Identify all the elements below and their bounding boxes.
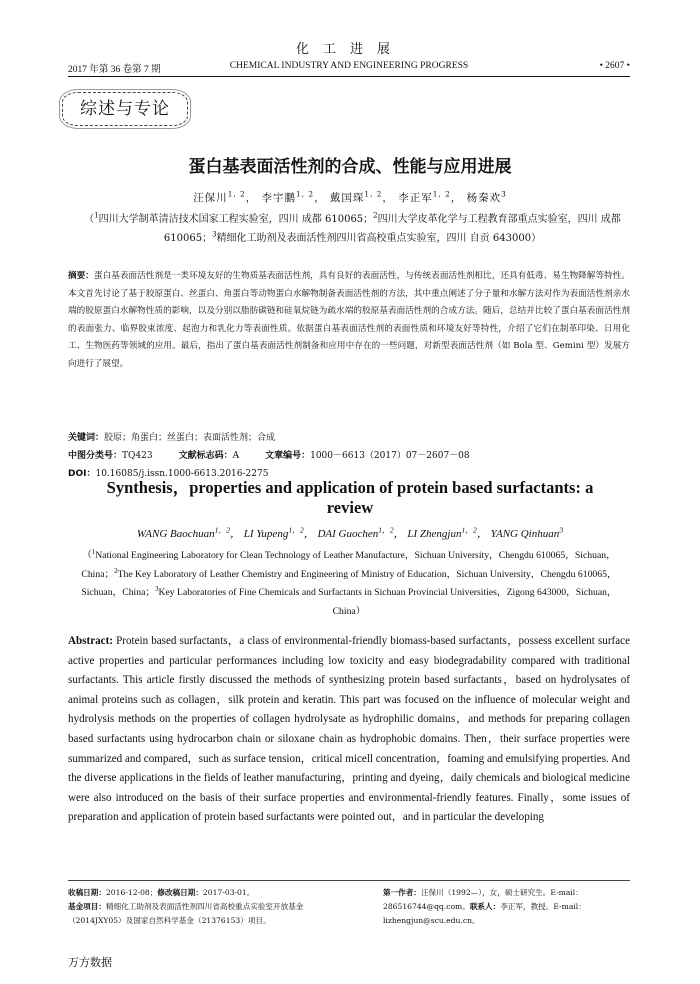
author-cn: 李宇鹏$^{1, 2}$， xyxy=(261,189,326,204)
footnote-divider xyxy=(68,880,630,881)
abstract-en-text: Protein based surfactants，a class of environmental-friendly biomass-based surfactants，possess excellent surface active properties and particular performances including low toxicity and easy biodegradability compared with traditional surfactants. This article firstly discussed the methods of synthesizing protein based surfactants，based on hydrolysates of animal proteins such as collagen，silk protein and keratin. This part was focused on the influence of molecular weight and hydrolysis methods on the properties of collagen hydrolysate as hydrophilic domains，and methods for preparing collagen based surfactants using hydrocarbon chain or siloxane chain as hydrophobic domains. Then，their surface properties were summarized and compared，such as surface tension，critical micell concentration，foaming and emulsifying properties. And the diverse applications in the fields of leather manufacturing，printing and dyeing，daily chemicals and biological medicine were also introduced on the basis of their surface properties and environmental-friendly features. Finally，some issues of preparation and application of protein based surfactants were pointed out，and in particular the developing xyxy=(68,635,630,824)
issue-info: 2017 年第 36 卷第 7 期 xyxy=(68,65,161,75)
authors-cn xyxy=(0,190,700,205)
author-en: LI Zhengjun$^{1,2}$， xyxy=(407,525,488,540)
abstract-cn xyxy=(68,268,630,374)
footnote-authors: 第一作者：汪保川（1992—），女，硕士研究生。E-mail：286516744@qq.com。联系人：李正军，教授。E-mail：lizhengjun@scu.edu.cn。 xyxy=(383,888,586,925)
article-title-en: Synthesis，properties and application of protein based surfactants: a review xyxy=(106,478,594,517)
journal-title-en: CHEMICAL INDUSTRY AND ENGINEERING PROGRESS xyxy=(229,61,469,71)
author-en: DAI Guochen$^{1,2}$， xyxy=(317,525,405,540)
watermark-text: 万方数据 xyxy=(68,956,112,969)
authors-en xyxy=(0,525,700,541)
author-en: WANG Baochuan$^{1,2}$， xyxy=(136,525,242,540)
author-cn: 李正军$^{1, 2}$， xyxy=(398,189,463,204)
affiliations-en: （$^1$National Engineering Laboratory for Clean Technology of Leather Manufacture，Sichuan University，Chengdu 610065，Sichuan，China；$^2$The Key Laboratory of Leather Chemistry and Engineering of Ministry of Education，Sichuan University，Chengdu 610065，Sichuan，China；$^3$Key Laboratories of Fine Chemicals and Surfactants in Sichuan Provincial Universities，Zigong 643000，Sichuan，China） xyxy=(81,548,617,617)
abstract-cn-label: 摘要： xyxy=(68,271,94,281)
author-cn: 汪保川$^{1, 2}$， xyxy=(193,189,258,204)
page-number: • 2607 • xyxy=(599,61,630,71)
classification-cn: 中图分类号：TQ423 文献标志码：A 文章编号：1000－6613（2017）07－2607－08 xyxy=(68,451,470,461)
journal-title-cn: 化工进展 xyxy=(295,42,404,57)
section-label: 综述与专论 xyxy=(80,99,170,119)
affiliations-cn: （$^1$四川大学制革清洁技术国家工程实验室，四川 成都 610065；$^2$四川大学皮革化学与工程教育部重点实验室，四川 成都 610065；$^3$精细化工助剂及表面活性剂四川省高校重点实验室，四川 自贡 643000） xyxy=(84,211,621,244)
doi: DOI：10.16085/j.issn.1000-6613.2016-2275 xyxy=(68,469,269,479)
section-badge xyxy=(62,92,188,126)
article-title-cn: 蛋白基表面活性剂的合成、性能与应用进展 xyxy=(188,157,512,177)
keywords-cn: 关键词：胶原；角蛋白；丝蛋白；表面活性剂；合成 xyxy=(68,433,276,443)
footnote-dates-funding: 收稿日期：2016-12-08；修改稿日期：2017-03-01。 基金项目：精细化工助剂及表面活性剂四川省高校重点实验室开放基金（2014JXY05）及国家自然科学基金（21376153）项目。 xyxy=(68,888,304,925)
author-en: LI Yupeng$^{1,2}$， xyxy=(243,525,315,540)
abstract-en xyxy=(68,632,630,828)
author-cn: 杨秦欢$^3$ xyxy=(466,189,507,204)
abstract-cn-text: 蛋白基表面活性剂是一类环境友好的生物质基表面活性剂，具有良好的表面活性，与传统表面活性剂相比，还具有低毒、易生物降解等特性。本文首先讨论了基于胶原蛋白、丝蛋白、角蛋白等动物蛋白水解物制备表面活性剂的方法，其中重点阐述了分子量和水解方法对作为表面活性剂亲水端的胶原蛋白水解物性质的影响，以及分别以脂肪碳链和硅氧烷链为疏水端的胶原基表面活性剂的合成方法。随后，总结并比较了蛋白基表面活性剂的表面张力、临界胶束浓度、起泡力和乳化力等表面性质。依据蛋白基表面活性剂的表面性质和环境友好等特性，介绍了它们在制革印染、日用化工、生物医药等领域的应用。最后，指出了蛋白基表面活性剂制备和应用中存在的一些问题，对新型表面活性剂（如 Bola 型、Gemini 型）发展方向进行了展望。 xyxy=(68,271,630,369)
author-cn: 戴国琛$^{1, 2}$， xyxy=(329,189,394,204)
abstract-en-label: Abstract: xyxy=(68,635,113,647)
author-en: YANG Qinhuan$^3$ xyxy=(490,525,564,540)
header-divider xyxy=(68,76,630,77)
